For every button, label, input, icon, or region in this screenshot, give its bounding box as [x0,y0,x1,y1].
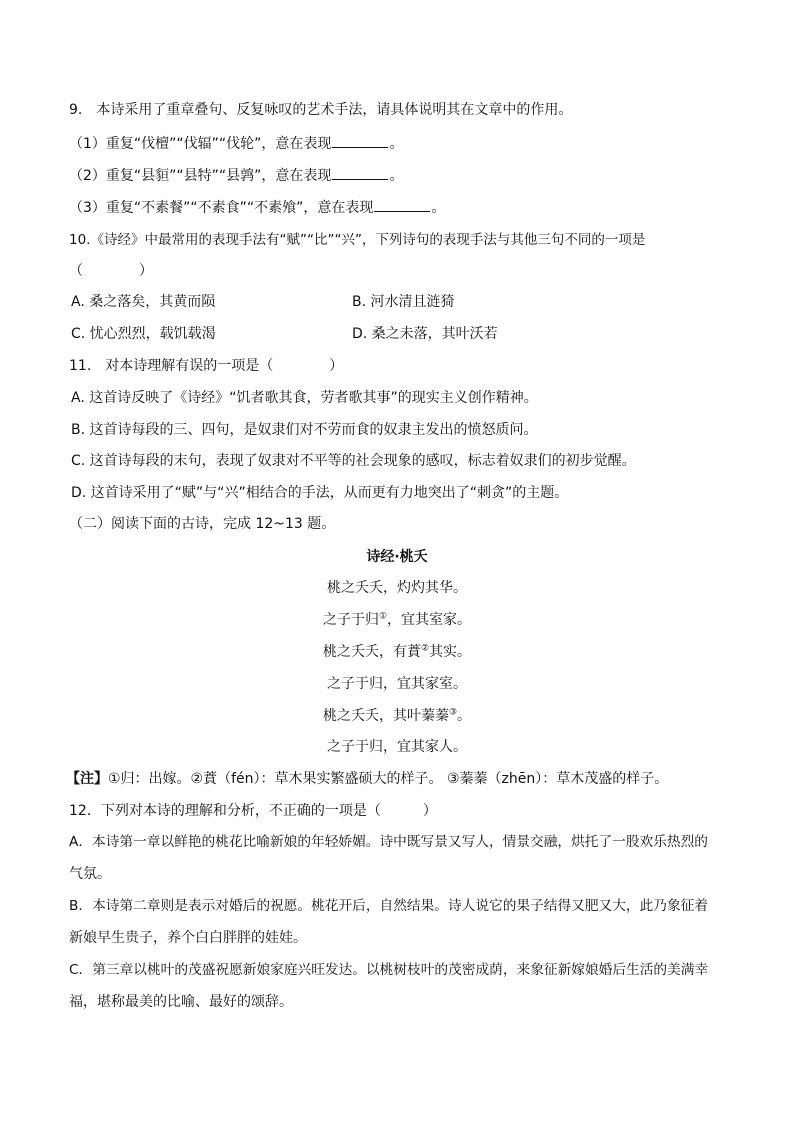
q12-option-a-line-1: A．本诗第一章以鲜艳的桃花比喻新娘的年轻娇媚。诗中既写景又写人，情景交融，烘托了一股欢乐热烈的 [69,834,708,850]
poem-line-3-b: 其实。 [429,644,472,660]
q9-item-3 [69,197,445,218]
poem-title: 诗经·桃夭 [366,549,428,565]
poem-line-3 [0,642,794,662]
poem-line-2-a: 之子于归 [322,612,379,628]
poem-line-5-b: 。 [457,708,472,724]
poem-line-5-a: 桃之夭夭，其叶蓁蓁 [322,708,449,724]
q11-stem: 11. 对本诗理解有误的一项是（ ） [69,358,344,374]
footnote-mark-3: ③ [448,707,458,718]
q9-stem: 9. 本诗采用了重章叠句、反复咏叹的艺术手法，请具体说明其在文章中的作用。 [69,102,573,118]
poem-line-1: 桃之夭夭，灼灼其华。 [327,580,467,596]
q9-item-3-end: 。 [431,200,446,216]
poem-line-2 [0,610,794,630]
q11-option-b: B. 这首诗每段的三、四句，是奴隶们对不劳而食的奴隶主发出的愤怒质问。 [71,422,538,438]
q10-option-d: D. 桑之未落，其叶沃若 [352,326,498,342]
q12-option-c-line-1: C．第三章以桃叶的茂盛祝愿新娘家庭兴旺发达。以桃树枝叶的茂密成荫，来象征新嫁娘婚后生活的美满幸 [69,962,709,978]
answer-blank [374,197,430,212]
section-heading: （二）阅读下面的古诗，完成 12~13 题。 [69,516,336,532]
q12-option-b-line-1: B．本诗第二章则是表示对婚后的祝愿。桃花开后，自然结果。诗人说它的果子结得又肥又大，此乃象征着 [69,898,709,914]
q10-stem: 10.《诗经》中最常用的表现手法有“赋”“比”“兴”，下列诗句的表现手法与其他三句不同的一项是 [69,232,646,248]
q9-item-2-text: （2）重复“县貆”“县特”“县鹑”，意在表现 [69,168,332,184]
q11-option-c: C. 这首诗每段的末句，表现了奴隶对不平等的社会现象的感叹，标志着奴隶们的初步觉醒。 [71,453,636,469]
poem-line-4: 之子于归，宜其家室。 [327,676,467,692]
q12-option-c-line-2: 福，堪称最美的比喻、最好的颂辞。 [69,994,293,1010]
q12-stem: 12．下列对本诗的理解和分析，不正确的一项是（ ） [69,803,437,819]
answer-blank [332,133,388,148]
q9-item-2 [69,165,403,186]
q9-item-2-end: 。 [389,168,404,184]
poem-line-6: 之子于归，宜其家人。 [327,739,467,755]
q9-item-1-text: （1）重复“伐檀”“伐辐”“伐轮”，意在表现 [69,136,332,152]
q10-option-a: A. 桑之落矣，其黄而陨 [71,294,216,310]
q10-option-b: B. 河水清且涟猗 [352,294,455,310]
q9-item-3-text: （3）重复“不素餐”“不素食”“不素飧”，意在表现 [69,200,374,216]
poem-line-5 [0,706,794,726]
footnote-mark-2: ② [420,643,430,654]
poem-line-2-b: ，宜其室家。 [387,612,472,628]
q12-option-a-line-2: 气氛。 [69,866,111,882]
q9-item-1 [69,133,403,154]
q11-option-a: A. 这首诗反映了《诗经》“饥者歌其食，劳者歌其事”的现实主义创作精神。 [71,390,538,406]
q10-answer-paren: （ ） [69,263,153,279]
note-label: 【注】 [66,771,108,787]
annotation-note [66,769,668,789]
answer-blank [332,165,388,180]
poem-line-3-a: 桃之夭夭，有蕡 [322,644,421,660]
q9-item-1-end: 。 [389,136,404,152]
q11-option-d: D. 这首诗采用了“赋”与“兴”相结合的手法，从而更有力地突出了“刺贪”的主题。 [71,485,569,501]
footnote-mark-1: ① [378,611,388,622]
q12-option-b-line-2: 新娘早生贵子，养个白白胖胖的娃娃。 [69,930,307,946]
note-text: ①归：出嫁。②蕡（fén）：草木果实繁盛硕大的样子。 ③蓁蓁（zhēn）：草木茂盛的样子。 [108,771,669,787]
q10-option-c: C. 忧心烈烈，载饥载渴 [71,326,216,342]
